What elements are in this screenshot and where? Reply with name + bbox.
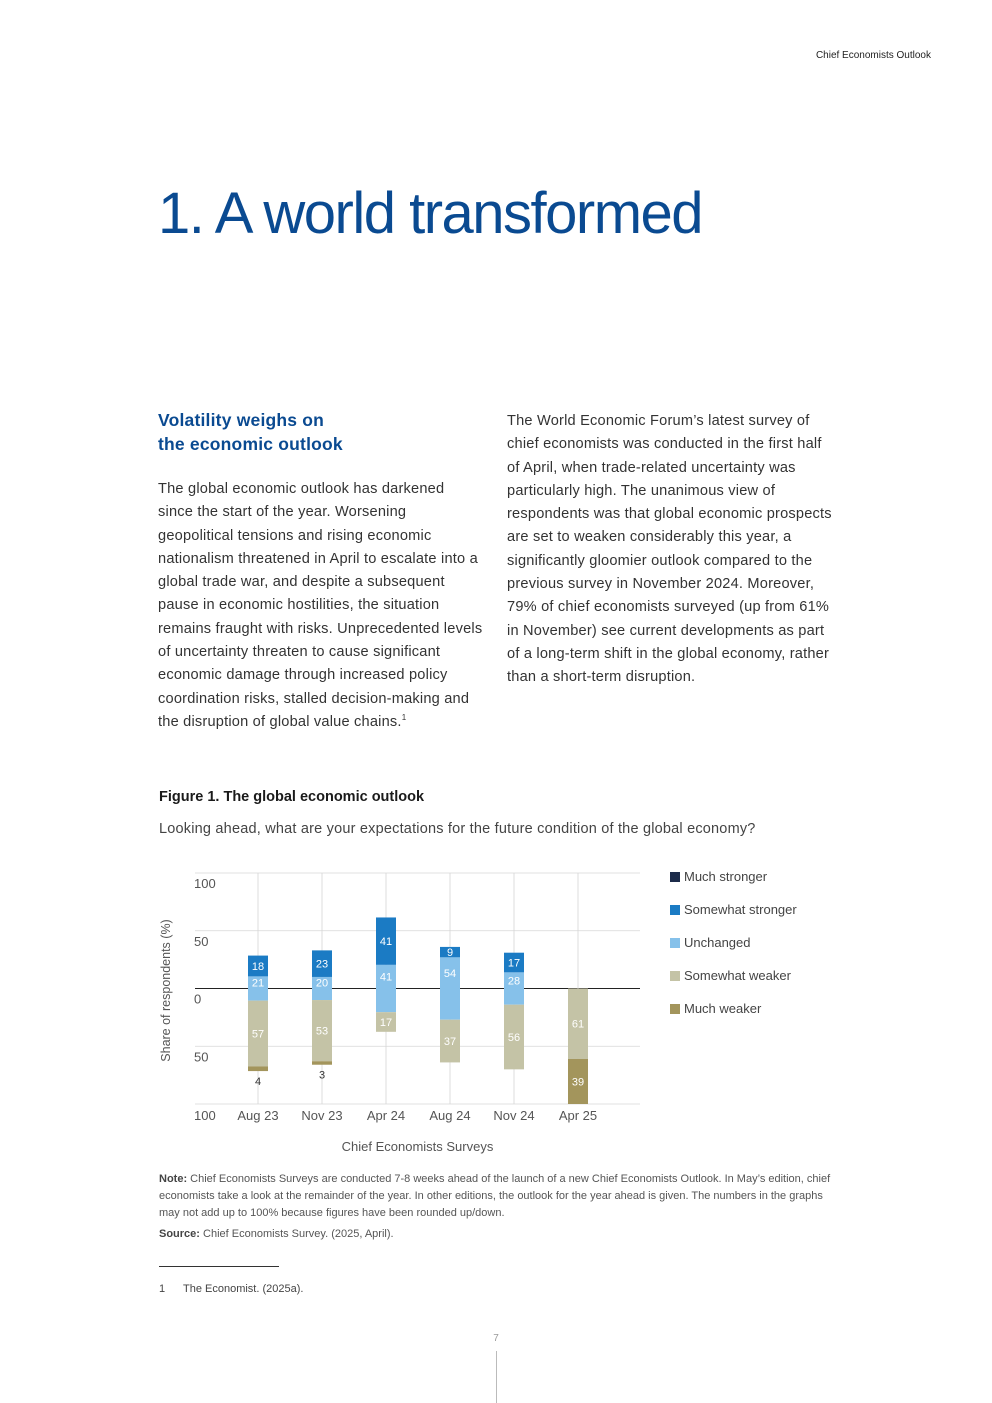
data-label-unchanged: 20 (315, 977, 329, 990)
legend-label: Somewhat stronger (684, 902, 797, 917)
legend-item (670, 1001, 761, 1016)
figure-caption: Figure 1. The global economic outlook (159, 789, 425, 805)
page-number-rule (496, 1351, 497, 1403)
source-text: Chief Economists Survey. (2025, April). (203, 1228, 394, 1240)
legend-label: Much stronger (684, 869, 768, 884)
data-label-much-weaker: 4 (254, 1076, 262, 1089)
legend-swatch (670, 1004, 680, 1014)
x-tick-label: Nov 24 (493, 1108, 535, 1123)
data-label-somewhat-weaker: 56 (507, 1032, 521, 1045)
legend-label: Somewhat weaker (684, 968, 791, 983)
bar-segment-much-weaker (248, 1066, 268, 1071)
x-tick-label: Nov 23 (301, 1108, 343, 1123)
data-label-somewhat-weaker: 57 (251, 1028, 265, 1041)
legend-swatch (670, 971, 680, 981)
section-heading-line-2: the economic outlook (158, 434, 343, 454)
legend-item (670, 935, 751, 950)
note-text: Chief Economists Surveys are conducted 7-8 weeks ahead of the launch of a new Chief Economists Outlook. In May’s edition, chief economists take a look at the remainder of the year. In other editions, the outlook for the year ahead is given. The numbers in the graphs may not add up to 100% because figures have been rounded up/down. (159, 1173, 831, 1219)
data-label-somewhat-stronger: 9 (446, 947, 454, 960)
outlook-chart (150, 860, 660, 1160)
data-label-unchanged: 21 (251, 977, 265, 990)
data-label-somewhat-weaker: 61 (571, 1018, 585, 1031)
footnote-number: 1 (159, 1283, 166, 1295)
legend-item (670, 968, 791, 983)
y-tick-label: 100 (194, 1108, 216, 1123)
source-label: Source: (159, 1228, 200, 1240)
footnote-reference[interactable]: 1 (401, 713, 407, 723)
data-label-much-weaker: 39 (571, 1076, 585, 1089)
y-axis-title: Share of respondents (%) (159, 919, 173, 1062)
source (159, 1226, 839, 1243)
data-label-somewhat-stronger: 18 (251, 960, 265, 973)
right-column (507, 410, 832, 690)
data-label-somewhat-weaker: 37 (443, 1036, 457, 1049)
data-label-somewhat-weaker: 53 (315, 1025, 329, 1038)
left-paragraph-text: The global economic outlook has darkened since the start of the year. Worsening geopolitical tensions and rising economic nationalism threatened in April to escalate into a global trade war, and despite a subsequent pause in economic hostilities, the situation remains fraught with risks. Unprecedented levels of uncertainty threaten to cause significant economic damage through increased policy coordination risks, stalled decision-making and the disruption of global value chains. (158, 481, 483, 730)
figure-notes (159, 1171, 839, 1243)
data-label-somewhat-stronger: 23 (315, 958, 329, 971)
footnote-text: The Economist. (2025a). (183, 1283, 304, 1295)
right-paragraph: The World Economic Forum’s latest survey of chief economists was conducted in the first half of April, when trade-related uncertainty was particularly high. The unanimous view of respondents was that global economic prospects are set to weaken considerably this year, a significantly gloomier outlook compared to the previous survey in November 2024. Moreover, 79% of chief economists surveyed (up from 61% in November) see current developments as part of a long-term shift in the global economy, rather than a short-term disruption. (507, 413, 832, 686)
figure-question: Looking ahead, what are your expectations for the future condition of the global economy? (159, 821, 756, 837)
legend-swatch (670, 872, 680, 882)
data-label-somewhat-weaker: 17 (379, 1016, 393, 1029)
bar-segment-unchanged (440, 957, 460, 1019)
data-label-somewhat-stronger: 41 (379, 936, 393, 949)
section-heading-line-1: Volatility weighs on (158, 410, 325, 430)
note (159, 1171, 839, 1222)
data-label-unchanged: 28 (507, 975, 521, 988)
left-paragraph (158, 478, 483, 734)
footnote (159, 1283, 303, 1295)
x-tick-label: Aug 24 (429, 1108, 471, 1123)
x-axis-title: Chief Economists Surveys (341, 1139, 494, 1154)
data-label-unchanged: 41 (379, 971, 393, 984)
y-tick-label: 0 (194, 991, 202, 1007)
legend-swatch (670, 905, 680, 915)
data-label-somewhat-stronger: 17 (507, 957, 521, 970)
x-tick-label: Aug 23 (237, 1108, 279, 1123)
left-column (158, 408, 483, 734)
y-tick-label: 50 (194, 1049, 209, 1065)
running-head: Chief Economists Outlook (815, 50, 931, 61)
page-number: 7 (493, 1333, 499, 1344)
bar-segment-much-weaker (312, 1061, 332, 1064)
legend-label: Unchanged (684, 935, 751, 950)
y-tick-label: 100 (194, 876, 216, 891)
y-tick-label: 50 (194, 933, 209, 949)
section-heading (158, 408, 483, 456)
footnote-divider (159, 1266, 279, 1267)
note-label: Note: (159, 1173, 188, 1185)
x-tick-label: Apr 24 (366, 1108, 406, 1123)
legend-item (670, 869, 767, 884)
legend-swatch (670, 938, 680, 948)
legend-item (670, 902, 797, 917)
legend-label: Much weaker (684, 1001, 762, 1016)
x-tick-label: Apr 25 (558, 1108, 598, 1123)
data-label-much-weaker: 3 (318, 1069, 326, 1082)
chapter-title: 1. A world transformed (158, 181, 703, 246)
data-label-unchanged: 54 (443, 967, 457, 980)
